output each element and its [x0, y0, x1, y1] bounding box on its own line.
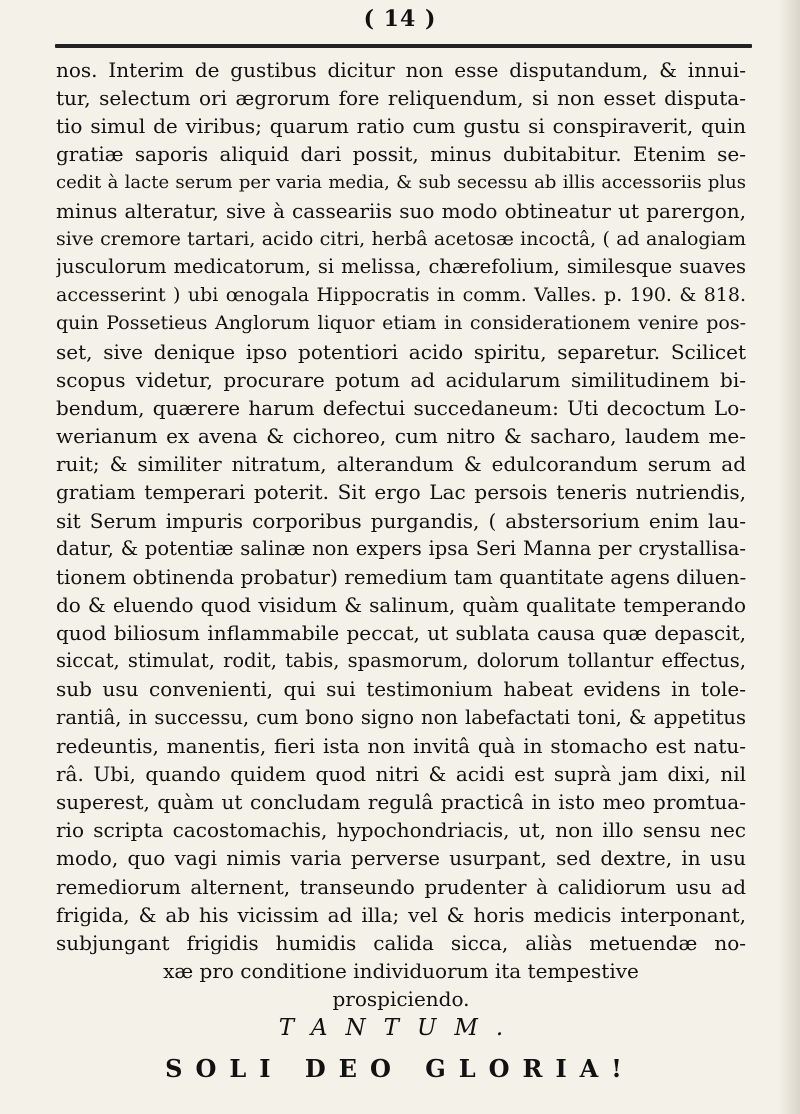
text-line: minus alteratur, sive à casseariis suo modo obtineatur ut parergon, — [56, 198, 746, 223]
text-line: quod biliosum inflammabile peccat, ut sublata causa quæ depascit, — [56, 621, 746, 646]
text-line: cedit à lacte serum per varia media, & sub secessu ab illis accessoriis plus — [56, 171, 746, 193]
text-line: xæ pro conditione individuorum ita tempestive — [163, 959, 639, 983]
header-rule — [55, 44, 752, 48]
text-line: modo, quo vagi nimis varia perverse usurpant, sed dextre, in usu — [56, 846, 746, 871]
text-line: ruit; & similiter nitratum, alterandum & edulcorandum serum ad — [56, 452, 746, 477]
text-line: accesserint ) ubi œnogala Hippocratis in comm. Valles. p. 190. & 818. — [56, 284, 746, 307]
page-number-header: ( 14 ) — [363, 6, 437, 32]
text-line: rio scripta cacostomachis, hypochondriacis, ut, non illo sensu nec — [56, 818, 746, 843]
body-paragraph — [56, 56, 746, 1013]
text-line: sit Serum impuris corporibus purgandis, ( abstersorium enim lau- — [56, 508, 746, 533]
text-line: datur, & potentiæ salinæ non expers ipsa Seri Manna per crystallisa- — [56, 536, 746, 560]
text-line: tionem obtinenda probatur) remedium tam quantitate agens diluen- — [56, 564, 746, 589]
text-line: scopus videtur, procurare potum ad acidularum similitudinem bi- — [56, 367, 746, 392]
text-line: tio simul de viribus; quarum ratio cum gustu si conspiraverit, quin — [56, 114, 746, 139]
text-line: quin Possetieus Anglorum liquor etiam in considerationem venire pos- — [56, 312, 746, 335]
text-line: rantiâ, in successu, cum bono signo non labefactati toni, & appetitus — [56, 705, 746, 729]
text-line: bendum, quærere harum defectui succedaneum: Uti decoctum Lo- — [56, 395, 746, 420]
text-line: gratiam temperari poterit. Sit ergo Lac persois teneris nutriendis, — [56, 480, 746, 505]
page-edge-shadow — [778, 0, 800, 1114]
text-line: râ. Ubi, quando quidem quod nitri & acidi est suprà jam dixi, nil — [56, 761, 746, 786]
text-line: sub usu convenienti, qui sui testimonium habeat evidens in tole- — [56, 677, 746, 702]
text-line: nos. Interim de gustibus dicitur non esse disputandum, & innui- — [56, 58, 746, 82]
text-line: siccat, stimulat, rodit, tabis, spasmorum, dolorum tollantur effectus, — [56, 649, 746, 673]
text-line: set, sive denique ipso potentiori acido spiritu, separetur. Scilicet — [56, 339, 746, 364]
text-line: prospiciendo. — [332, 987, 470, 1012]
text-line: sive cremore tartari, acido citri, herbâ acetosæ incoctâ, ( ad analogiam — [56, 227, 746, 250]
text-line: subjungant frigidis humidis calida sicca, aliàs metuendæ no- — [56, 930, 746, 955]
text-line: remediorum alternent, transeundo prudenter à calidiorum usu ad — [56, 874, 746, 899]
text-line: frigida, & ab his vicissim ad illa; vel & horis medicis interponant, — [56, 902, 746, 927]
text-line: jusculorum medicatorum, si melissa, chærefolium, similesque suaves — [56, 255, 746, 279]
closing-doxology: SOLI DEO GLORIA! — [165, 1054, 635, 1083]
text-line: redeuntis, manentis, fieri ista non invitâ quà in stomacho est natu- — [56, 733, 746, 758]
tantum-line: TANTUM. — [278, 1015, 522, 1041]
text-line: gratiæ saporis aliquid dari possit, minus dubitabitur. Etenim se- — [56, 142, 746, 167]
text-line: tur, selectum ori ægrorum fore reliquendum, si non esset disputa- — [56, 86, 746, 111]
text-line: do & eluendo quod visidum & salinum, quàm qualitate temperando — [56, 592, 746, 617]
text-line: superest, quàm ut concludam regulâ practicâ in isto meo promtua- — [56, 790, 746, 815]
text-line: werianum ex avena & cichoreo, cum nitro & sacharo, laudem me- — [56, 424, 746, 449]
